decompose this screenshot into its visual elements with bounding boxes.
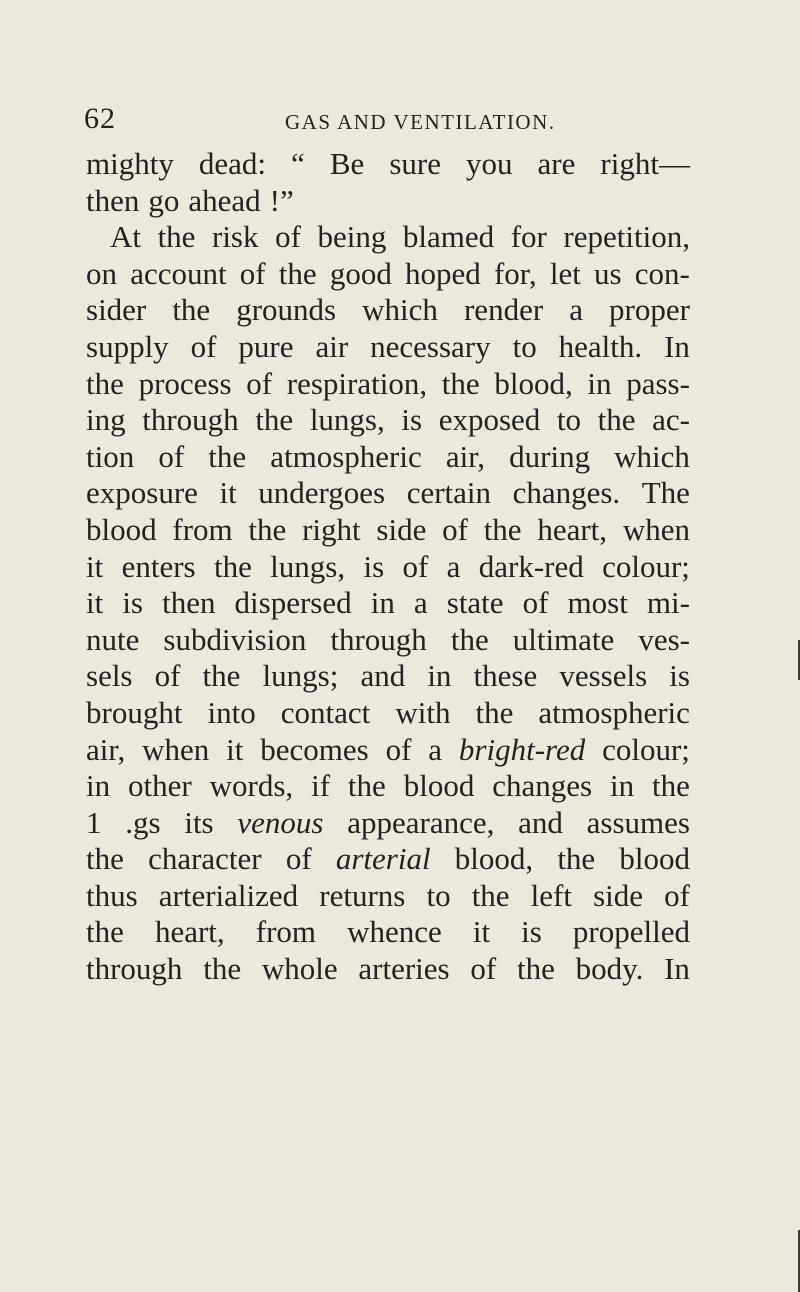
text-line [86, 951, 690, 988]
text-line [86, 585, 690, 622]
text-line [86, 475, 690, 512]
text-word: the [86, 914, 124, 950]
text-word: during [509, 438, 591, 474]
text-word: of [470, 951, 497, 987]
text-word: other [128, 768, 192, 804]
text-word: propelled [572, 914, 690, 950]
text-word: on [86, 255, 117, 291]
text-line [86, 768, 690, 805]
text-word: blood [619, 841, 690, 877]
text-word: contact [280, 694, 371, 730]
text-line [86, 366, 690, 403]
text-word: when [142, 731, 210, 767]
text-word: ves- [638, 621, 690, 657]
text-word: the [475, 694, 514, 730]
text-word: from [172, 511, 233, 547]
text-word: “ [291, 146, 305, 181]
text-word: is [521, 914, 542, 950]
text-word: arterial [335, 841, 431, 877]
text-word: con- [634, 255, 690, 291]
text-word: the [278, 255, 317, 291]
text-word: you [466, 146, 513, 181]
text-word: is [401, 402, 423, 438]
text-word: becomes [260, 731, 369, 767]
text-word: to [426, 877, 451, 913]
text-word: it [226, 731, 244, 767]
text-word: for [510, 219, 547, 255]
text-word: character [148, 841, 262, 877]
text-word: the [483, 511, 522, 547]
text-word: let [549, 255, 581, 291]
text-word: atmospheric [270, 438, 422, 474]
text-word: necessary [370, 328, 491, 364]
text-line [86, 512, 690, 549]
text-line [86, 183, 690, 220]
text-word: then [162, 585, 216, 621]
text-word: ing [86, 402, 126, 438]
text-word: the [202, 658, 241, 694]
text-word: subdivision [163, 621, 307, 657]
text-word: the [347, 768, 386, 804]
text-word: if [311, 768, 331, 804]
text-word: venous [237, 804, 324, 840]
text-word: to [556, 402, 582, 438]
text-word: 1 [86, 804, 102, 840]
text-word: blood, [494, 365, 573, 401]
text-word: and [360, 658, 406, 694]
text-word: it [86, 585, 104, 621]
text-word: process [138, 365, 232, 401]
text-word: sider [86, 292, 147, 328]
text-word: exposure [86, 475, 198, 511]
text-word: dead: [198, 146, 267, 181]
text-word: side [376, 511, 427, 547]
text-word: the [441, 365, 480, 401]
text-word: is [122, 585, 143, 621]
text-word: of [385, 731, 412, 767]
text-line [86, 695, 690, 732]
text-line [86, 549, 690, 586]
text-line [86, 439, 690, 476]
text-word: and [518, 804, 563, 840]
text-word: then [86, 182, 140, 218]
page-header [84, 104, 724, 144]
text-word: mighty [86, 146, 174, 181]
text-word: sels [86, 658, 133, 694]
body-text [86, 146, 690, 988]
text-word: in [370, 585, 395, 621]
text-word: arteries [358, 951, 450, 987]
text-word: lungs, [309, 402, 385, 438]
text-word: lungs, [270, 548, 346, 584]
text-word: which [362, 292, 438, 328]
text-word: Be [329, 146, 365, 181]
text-word: of [402, 548, 429, 584]
text-word: nute [86, 621, 140, 657]
text-word: lungs; [262, 658, 339, 694]
text-word: dark-red [478, 548, 584, 584]
text-word: when [622, 511, 690, 547]
text-word: pure [238, 328, 294, 364]
text-word: ac- [652, 402, 690, 438]
text-line [86, 146, 690, 183]
text-word: into [207, 694, 256, 730]
text-word: of [442, 511, 468, 547]
text-word: repetition, [563, 219, 690, 255]
text-word: the [172, 292, 211, 328]
text-word: of [158, 438, 185, 474]
text-word: arterialized [158, 877, 299, 913]
page-number: 62 [84, 102, 116, 135]
text-word: grounds [236, 292, 337, 328]
text-word: In [664, 328, 690, 364]
text-line [86, 805, 690, 842]
text-word: good [329, 255, 392, 291]
text-word: right— [600, 146, 690, 181]
text-word: atmospheric [538, 694, 690, 730]
text-word: colour; [602, 731, 690, 767]
text-word: the [597, 402, 636, 438]
text-word: in [427, 658, 452, 694]
text-word: changes. [512, 475, 621, 511]
text-word: bright-red [458, 731, 586, 767]
text-word: tion [86, 438, 135, 474]
text-word: body. [575, 951, 644, 987]
text-word: health. [558, 328, 643, 364]
text-line [86, 841, 690, 878]
text-word: through [142, 402, 239, 438]
text-word: heart, [537, 511, 608, 547]
text-line [86, 878, 690, 915]
text-word: these [473, 658, 538, 694]
text-line [86, 329, 690, 366]
text-word: exposed [438, 402, 541, 438]
text-word: the [255, 402, 294, 438]
text-word: of [275, 219, 301, 255]
text-word: the [203, 951, 242, 987]
text-word: in [86, 768, 111, 804]
text-word: brought [86, 694, 183, 730]
text-word: the [516, 951, 555, 987]
text-word: it [219, 475, 237, 511]
text-word: to [512, 328, 537, 364]
text-word: being [317, 219, 387, 255]
text-word: whole [261, 951, 338, 987]
text-word: the [86, 365, 124, 401]
text-word: go [148, 182, 180, 218]
text-word: vessels [559, 658, 648, 694]
text-word: air, [445, 438, 486, 474]
text-word: mi- [646, 585, 690, 621]
text-word: the [86, 841, 124, 877]
text-word: assumes [586, 804, 690, 840]
text-word: undergoes [258, 475, 386, 511]
text-line [86, 622, 690, 659]
text-word: from [255, 914, 317, 950]
text-line [86, 219, 690, 256]
text-word: blamed [402, 219, 495, 255]
text-word: colour; [602, 548, 690, 584]
text-word: sure [389, 146, 441, 181]
text-word: the [450, 621, 489, 657]
text-word: in [587, 365, 612, 401]
text-word: The [641, 475, 690, 511]
text-word: in [609, 768, 635, 804]
text-word: of [664, 877, 690, 913]
text-word: air, [86, 731, 126, 767]
text-word: respiration, [286, 365, 428, 401]
text-word: of [522, 585, 549, 621]
text-word: of [285, 841, 312, 877]
text-word: words, [209, 768, 294, 804]
text-word: the [248, 511, 287, 547]
text-line [86, 402, 690, 439]
text-word: appearance, [347, 804, 495, 840]
text-line [86, 292, 690, 329]
text-word: a [446, 548, 461, 584]
text-word: the [652, 768, 690, 804]
text-word: of [190, 328, 217, 364]
text-word: proper [609, 292, 690, 328]
text-word: account [130, 255, 227, 291]
text-word: are [537, 146, 576, 181]
text-word: its [184, 804, 214, 840]
text-line [86, 658, 690, 695]
text-word: pass- [626, 365, 690, 401]
text-word: render [463, 292, 544, 328]
text-word: through [330, 621, 427, 657]
text-word: !” [269, 182, 294, 218]
text-word: ultimate [512, 621, 615, 657]
text-word: heart, [154, 914, 225, 950]
text-word: risk [212, 219, 259, 255]
text-word: thus [86, 877, 138, 913]
text-line [86, 914, 690, 951]
running-title: GAS AND VENTILATION. [285, 110, 556, 134]
text-word: the [208, 438, 247, 474]
text-word: dispersed [234, 585, 352, 621]
text-word: At [110, 219, 141, 255]
text-word: blood [403, 768, 475, 804]
text-word: the [557, 841, 596, 877]
text-word: a [428, 731, 443, 767]
text-word: ahead [188, 182, 261, 218]
text-word: with [395, 694, 451, 730]
text-word: state [446, 585, 504, 621]
text-word: a [413, 585, 428, 621]
text-word: changes [492, 768, 593, 804]
text-word: of [239, 255, 266, 291]
text-word: air [315, 328, 349, 364]
text-word: certain [406, 475, 492, 511]
text-word: us [594, 255, 622, 291]
text-word: it [86, 548, 104, 584]
text-word: In [664, 951, 690, 987]
text-word: of [154, 658, 181, 694]
text-word: hoped [405, 255, 481, 291]
text-word: whence [347, 914, 442, 950]
text-word: supply [86, 328, 169, 364]
text-word: side [593, 877, 643, 913]
text-word: the [213, 548, 252, 584]
text-word: blood, [454, 841, 534, 877]
text-line [86, 732, 690, 769]
text-word: a [569, 292, 583, 328]
text-word: is [363, 548, 385, 584]
text-word: the [157, 219, 196, 255]
text-word: enters [121, 548, 196, 584]
text-word: left [530, 877, 572, 913]
text-word: of [246, 365, 273, 401]
text-word: returns [319, 877, 406, 913]
text-word: the [471, 877, 510, 913]
text-word: blood [86, 511, 157, 547]
text-word: most [567, 585, 628, 621]
text-line [86, 256, 690, 293]
text-word: is [669, 658, 690, 694]
text-word: .gs [125, 804, 161, 840]
text-word: it [472, 914, 491, 950]
text-word: right [302, 511, 361, 547]
text-word: for, [493, 255, 537, 291]
text-word: through [86, 951, 183, 987]
text-word: which [614, 438, 690, 474]
